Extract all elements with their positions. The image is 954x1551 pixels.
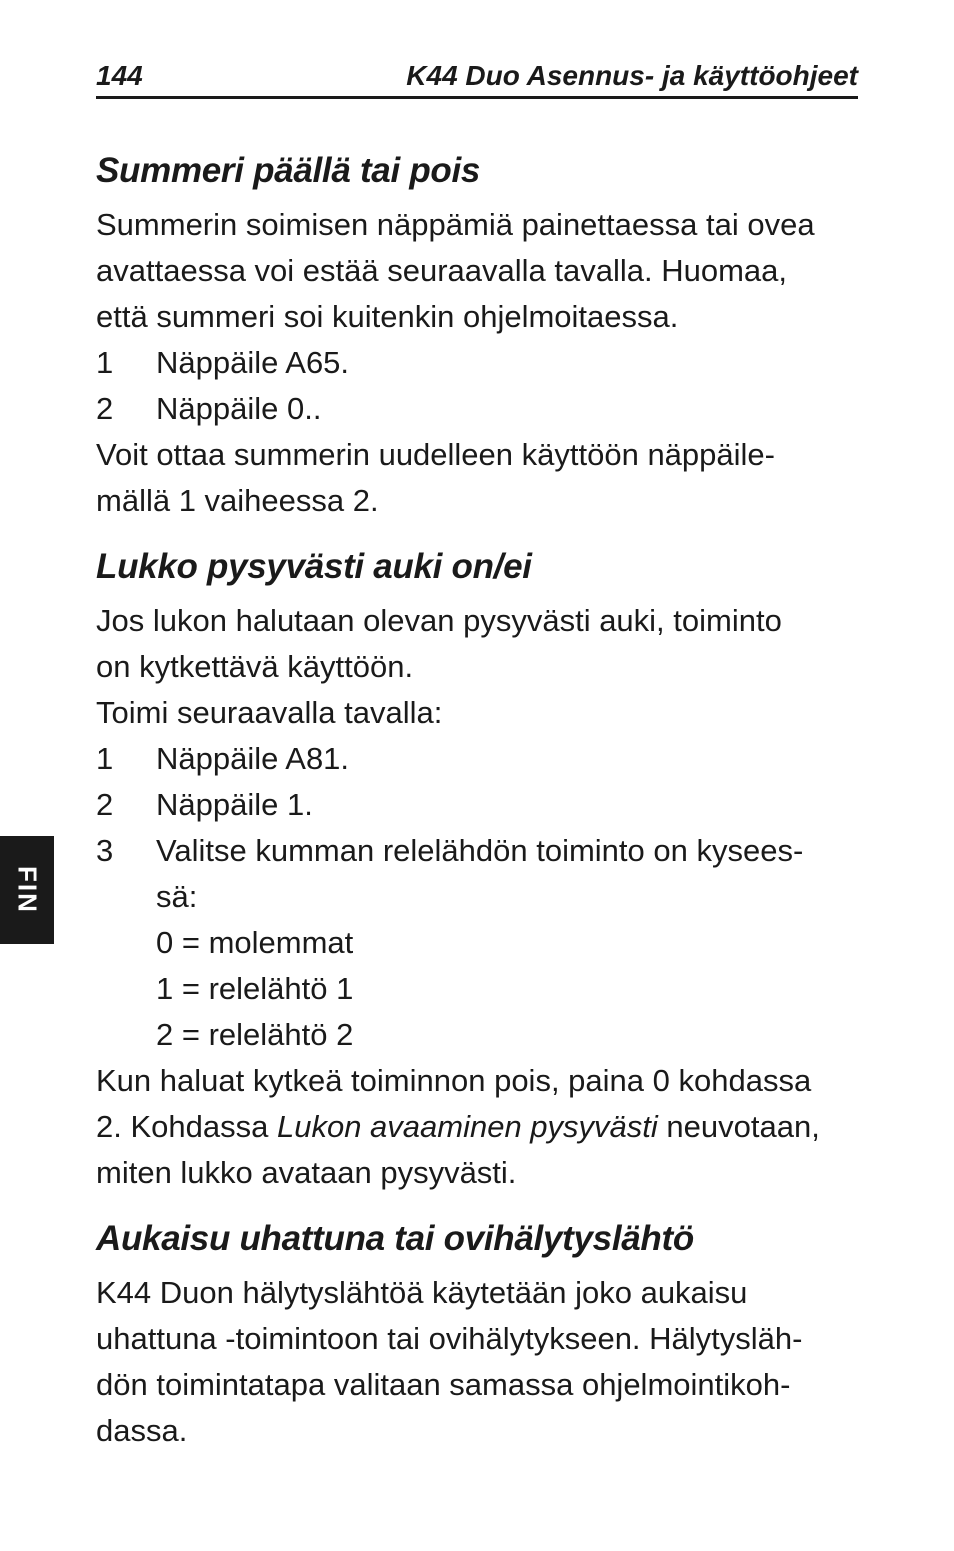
option-line: 1 = relelähtö 1 [156, 971, 354, 1006]
option-line: 0 = molemmat [156, 925, 354, 960]
page-number: 144 [96, 60, 143, 91]
language-tab [0, 836, 54, 944]
paragraph-line: dön toimintatapa valitaan samassa ohjelmointikoh- [96, 1367, 791, 1402]
paragraph-line: avattaessa voi estää seuraavalla tavalla. Huomaa, [96, 253, 788, 288]
step-item [96, 828, 866, 874]
step-text: Näppäile 1. [156, 787, 313, 822]
paragraph-line: miten lukko avataan pysyvästi. [96, 1155, 517, 1190]
text-run: 2. Kohdassa [96, 1109, 277, 1144]
paragraph-line: Summerin soimisen näppämiä painettaessa tai ovea [96, 207, 815, 242]
text-run: neuvotaan, [657, 1109, 820, 1144]
step-number: 1 [96, 345, 114, 380]
page-content [96, 140, 866, 1454]
paragraph-line: dassa. [96, 1413, 188, 1448]
paragraph-line: on kytkettävä käyttöön. [96, 649, 414, 684]
option-line: 2 = relelähtö 2 [156, 1017, 354, 1052]
section-heading-alarm: Aukaisu uhattuna tai ovihälytyslähtö [96, 1219, 694, 1258]
paragraph-line: Voit ottaa summerin uudelleen käyttöön näppäile- [96, 437, 775, 472]
step-text: Näppäile 0.. [156, 391, 322, 426]
paragraph-line: Kun haluat kytkeä toiminnon pois, paina 0 kohdassa [96, 1063, 812, 1098]
paragraph-line: K44 Duon hälytyslähtöä käytetään joko aukaisu [96, 1275, 748, 1310]
paragraph-line: Jos lukon halutaan olevan pysyvästi auki, toiminto [96, 603, 782, 638]
page-header [96, 56, 858, 99]
language-tab-label: FIN [12, 866, 43, 914]
step-number: 2 [96, 787, 114, 822]
step-number: 1 [96, 741, 114, 776]
step-text: Valitse kumman relelähdön toiminto on kysees- [156, 833, 804, 868]
paragraph-line: uhattuna -toimintoon tai ovihälytykseen. Hälytysläh- [96, 1321, 803, 1356]
paragraph-line: että summeri soi kuitenkin ohjelmoitaessa. [96, 299, 679, 334]
italic-reference: Lukon avaaminen pysyvästi [276, 1109, 658, 1144]
step-item [96, 736, 866, 782]
section-heading-lock: Lukko pysyvästi auki on/ei [96, 547, 532, 586]
paragraph-line [96, 1104, 866, 1150]
section-heading-buzzer: Summeri päällä tai pois [96, 151, 481, 190]
step-number: 3 [96, 833, 114, 868]
step-item [96, 386, 866, 432]
step-text-continued: sä: [156, 879, 198, 914]
step-number: 2 [96, 391, 114, 426]
document-title: K44 Duo Asennus- ja käyttöohjeet [406, 60, 858, 91]
paragraph-line: Toimi seuraavalla tavalla: [96, 695, 443, 730]
step-text: Näppäile A81. [156, 741, 350, 776]
step-item [96, 340, 866, 386]
paragraph-line: mällä 1 vaiheessa 2. [96, 483, 379, 518]
step-item [96, 782, 866, 828]
step-text: Näppäile A65. [156, 345, 350, 380]
